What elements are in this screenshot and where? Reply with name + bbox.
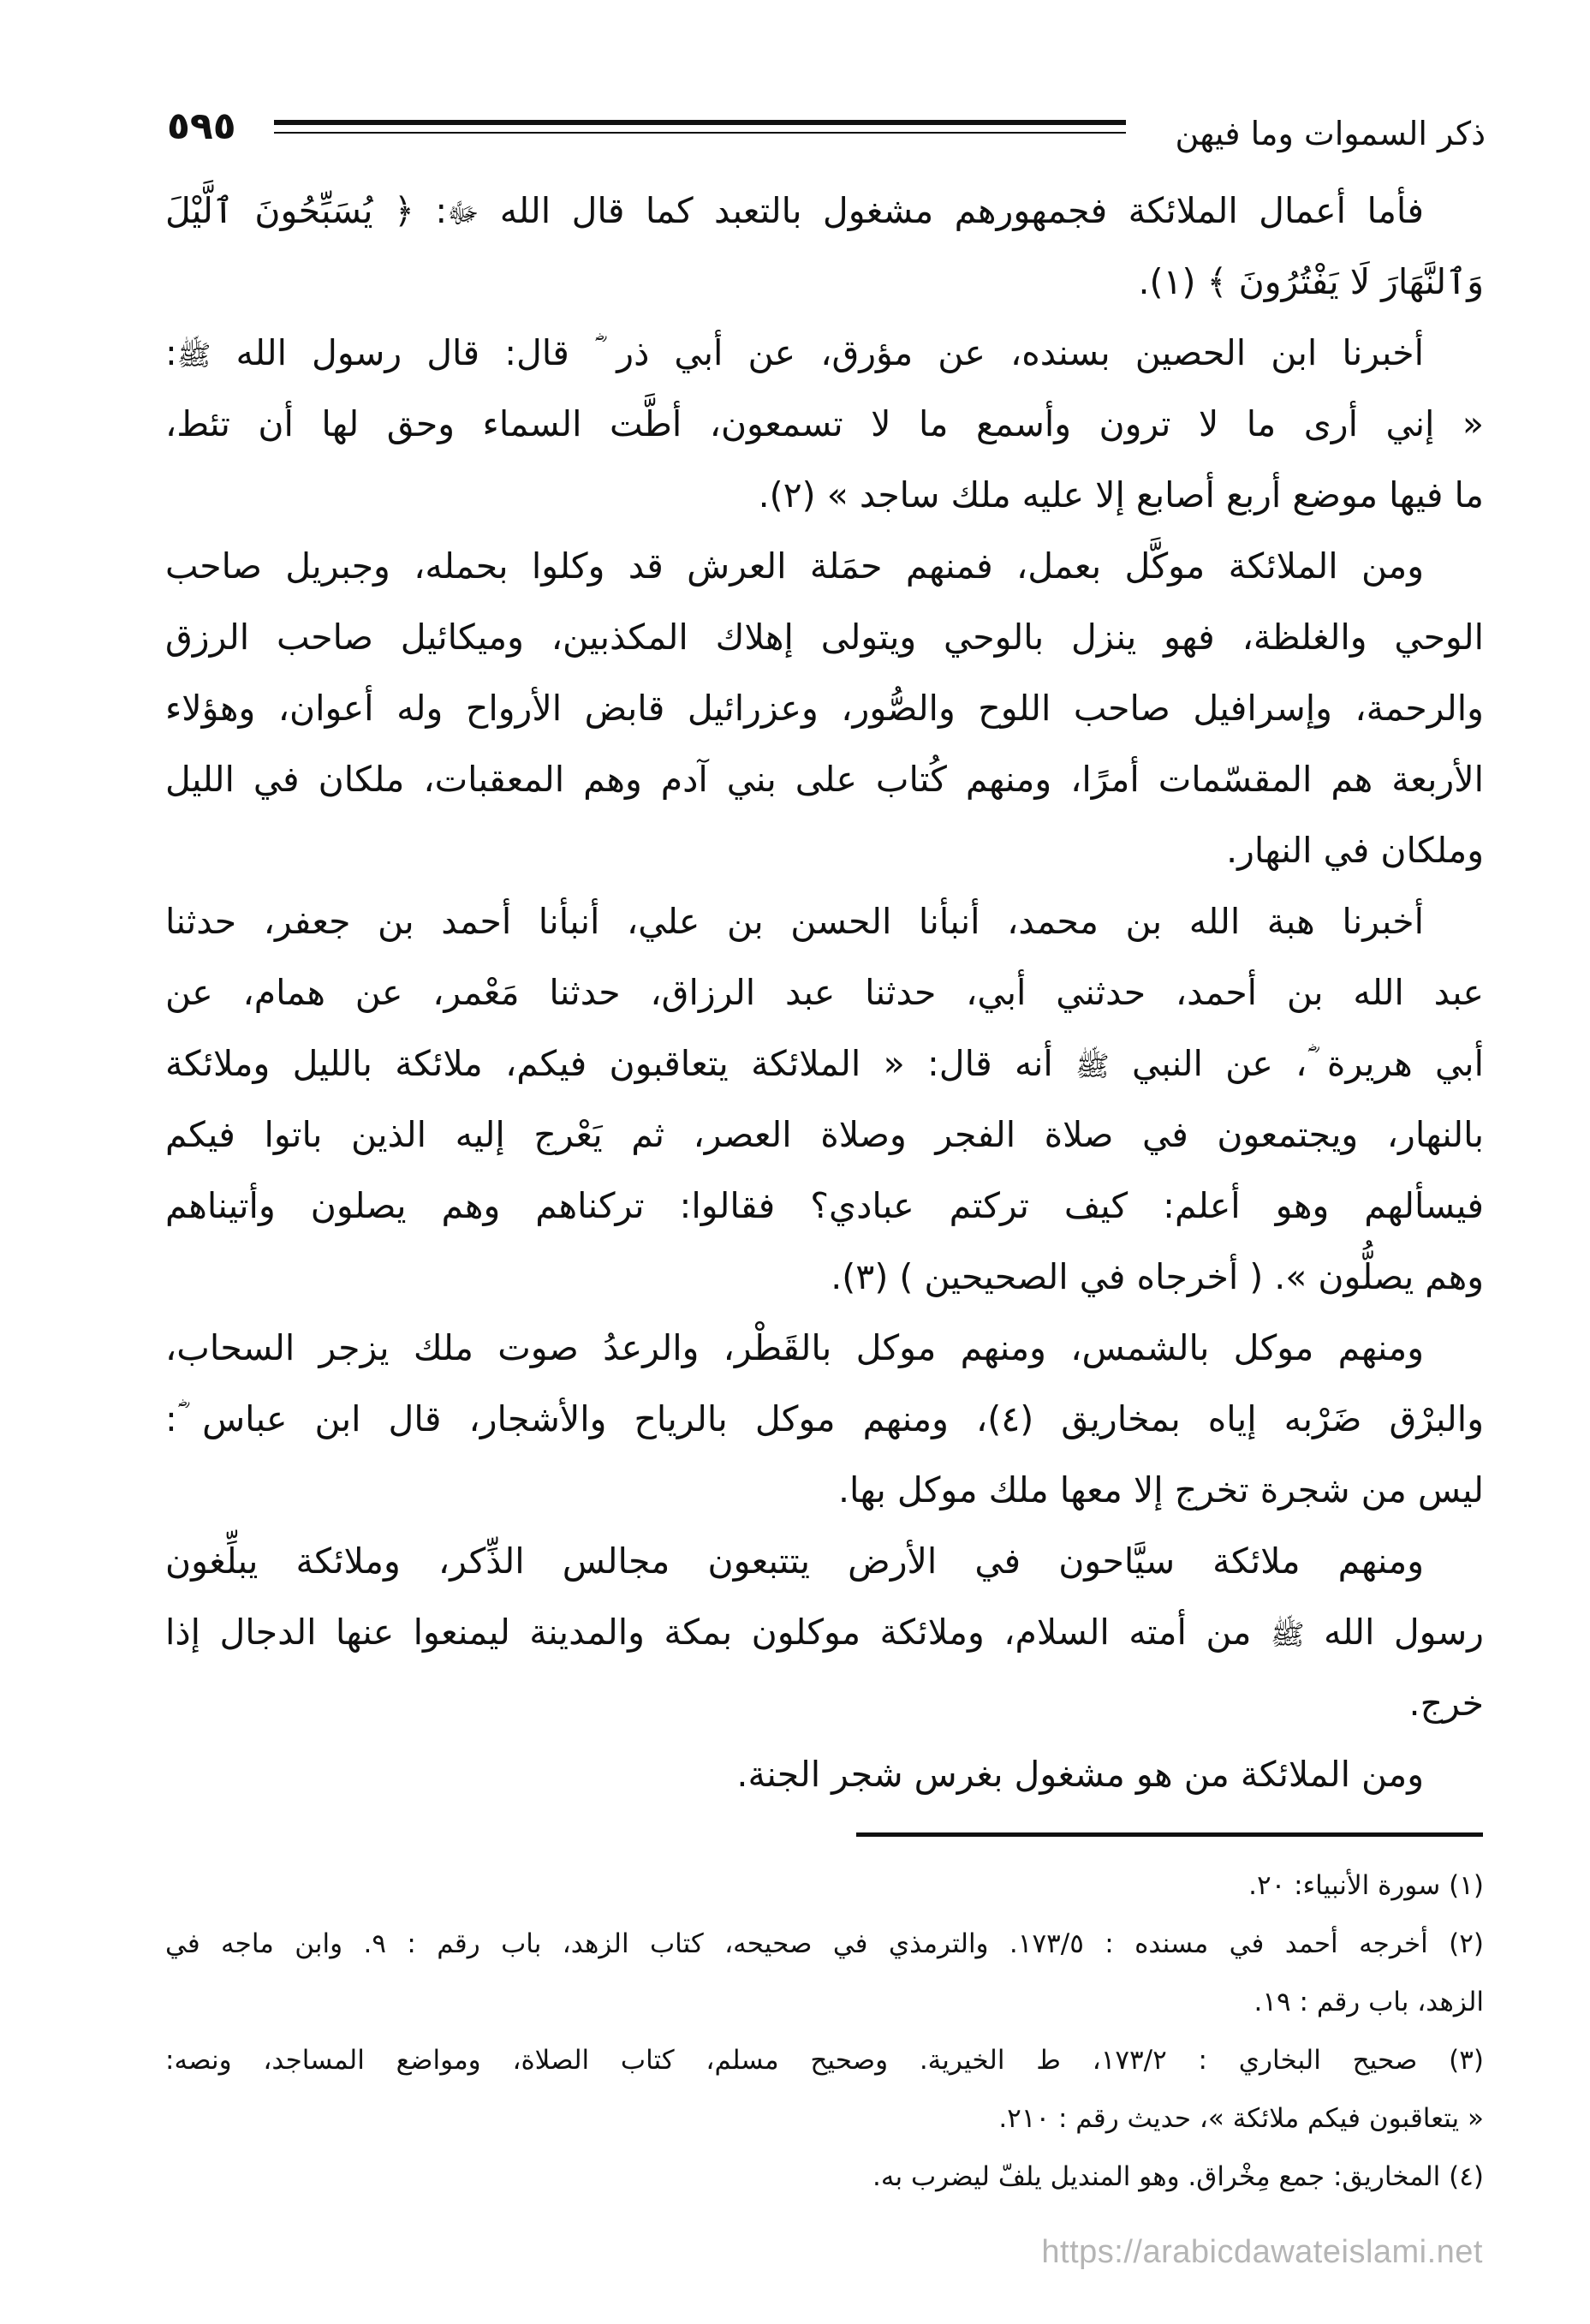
text-line: ومن الملائكة من هو مشغول بغرس شجر الجنة. (736, 1754, 1424, 1795)
text-line: وملكان في النهار. (1226, 830, 1484, 871)
footnote-line: (١) سورة الأنبياء: ٢٠. (1248, 1870, 1484, 1901)
text-line: وهم يصلُّون ». ( أخرجاه في الصحيحين ) (٣). (831, 1256, 1484, 1297)
footnote-line: (٣) صحيح البخاري : ١٧٣/٢، ط الخيرية. وصحيح مسلم، كتاب الصلاة، ومواضع المساجد، ونصه: (165, 2045, 1484, 2076)
text-line: بالنهار، ويجتمعون في صلاة الفجر وصلاة العصر، ثم يَعْرج إليه الذين باتوا فيكم (165, 1114, 1484, 1155)
footnote-separator (856, 1832, 1483, 1837)
text-line: وَٱلنَّهَارَ لَا يَفْتُرُونَ ﴾ (١). (1138, 261, 1484, 302)
page-number: ٥٩٥ (167, 104, 236, 148)
footnote (165, 1856, 1484, 1915)
text-line: والرحمة، وإسرافيل صاحب اللوح والصُّور، وعزرائيل قابض الأرواح وله أعوان، وهؤلاء (165, 688, 1484, 729)
text-line: رسول الله ﷺ من أمته السلام، وملائكة موكلون بمكة والمدينة ليمنعوا عنها الدجال إذا (165, 1612, 1484, 1653)
paragraph (165, 886, 1484, 1313)
text-line: أخبرنا هبة الله بن محمد، أنبأنا الحسن بن علي، أنبأنا أحمد بن جعفر، حدثنا (165, 901, 1424, 942)
watermark-url: https://arabicdawateislami.net (1041, 2234, 1483, 2270)
paragraph (165, 531, 1484, 886)
text-line: ومنهم موكل بالشمس، ومنهم موكل بالقَطْر، والرعدُ صوت ملك يزجر السحاب، (165, 1327, 1424, 1368)
text-line: عبد الله بن أحمد، حدثني أبي، حدثنا عبد الرزاق، حدثنا مَعْمر، عن همام، عن (165, 972, 1484, 1013)
footnotes (165, 1856, 1484, 2206)
footnote-line: (٤) المخاريق: جمع مِخْراق. وهو المنديل يلفّ ليضرب به. (872, 2161, 1484, 2192)
footnote (165, 2148, 1484, 2206)
paragraph (165, 1526, 1484, 1739)
text-line: فأما أعمال الملائكة فجمهورهم مشغول بالتعبد كما قال الله ﷻ: ﴿ يُسَبِّحُونَ ٱلَّيْلَ (165, 190, 1424, 231)
paragraph (165, 1739, 1484, 1810)
text-line: الأربعة هم المقسّمات أمرًا، ومنهم كُتاب على بني آدم وهم المعقبات، ملكان في الليل (165, 759, 1484, 800)
text-line: ما فيها موضع أربع أصابع إلا عليه ملك ساجد » (٢). (758, 474, 1484, 515)
footnote-line: « يتعاقبون فيكم ملائكة »، حديث رقم : ٢١٠. (998, 2103, 1484, 2134)
text-line: فيسألهم وهو أعلم: كيف تركتم عبادي؟ فقالوا: تركناهم وهم يصلون وأتيناهم (165, 1185, 1484, 1226)
footnote (165, 2031, 1484, 2148)
main-text (165, 176, 1484, 1810)
page-header (167, 101, 1486, 161)
text-line: والبرْق ضَرْبه إياه بمخاريق (٤)، ومنهم موكل بالرياح والأشجار، قال ابن عباس ؓ: (165, 1398, 1484, 1439)
paragraph (165, 176, 1484, 318)
footnote-line: (٢) أخرجه أحمد في مسنده : ١٧٣/٥. والترمذي في صحيحه، كتاب الزهد، باب رقم : ٩. وابن ماجه في (165, 1928, 1484, 1959)
text-line: ليس من شجرة تخرج إلا معها ملك موكل بها. (838, 1469, 1484, 1511)
text-line: « إني أرى ما لا ترون وأسمع ما لا تسمعون، أطَّت السماء وحق لها أن تئط، (165, 403, 1484, 444)
footnote-line: الزهد، باب رقم : ١٩. (1254, 1987, 1484, 2017)
running-title: ذكر السموات وما فيهن (1175, 115, 1486, 152)
header-rule-thick (274, 120, 1126, 125)
text-line: الوحي والغلظة، فهو ينزل بالوحي ويتولى إهلاك المكذبين، وميكائيل صاحب الرزق (165, 617, 1484, 658)
text-line: خرج. (1408, 1683, 1484, 1724)
paragraph (165, 1313, 1484, 1526)
header-rule-thin (274, 132, 1126, 134)
paragraph (165, 318, 1484, 531)
text-line: ومنهم ملائكة سيَّاحون في الأرض يتتبعون مجالس الذِّكر، وملائكة يبلِّغون (165, 1540, 1424, 1582)
text-line: أخبرنا ابن الحصين بسنده، عن مؤرق، عن أبي ذر ؓ قال: قال رسول الله ﷺ: (165, 332, 1424, 373)
text-line: أبي هريرة ؓ، عن النبي ﷺ أنه قال: « الملائكة يتعاقبون فيكم، ملائكة بالليل وملائكة (165, 1043, 1484, 1084)
text-line: ومن الملائكة موكَّل بعمل، فمنهم حمَلة العرش قد وكلوا بحمله، وجبريل صاحب (165, 545, 1424, 587)
footnote (165, 1915, 1484, 2031)
